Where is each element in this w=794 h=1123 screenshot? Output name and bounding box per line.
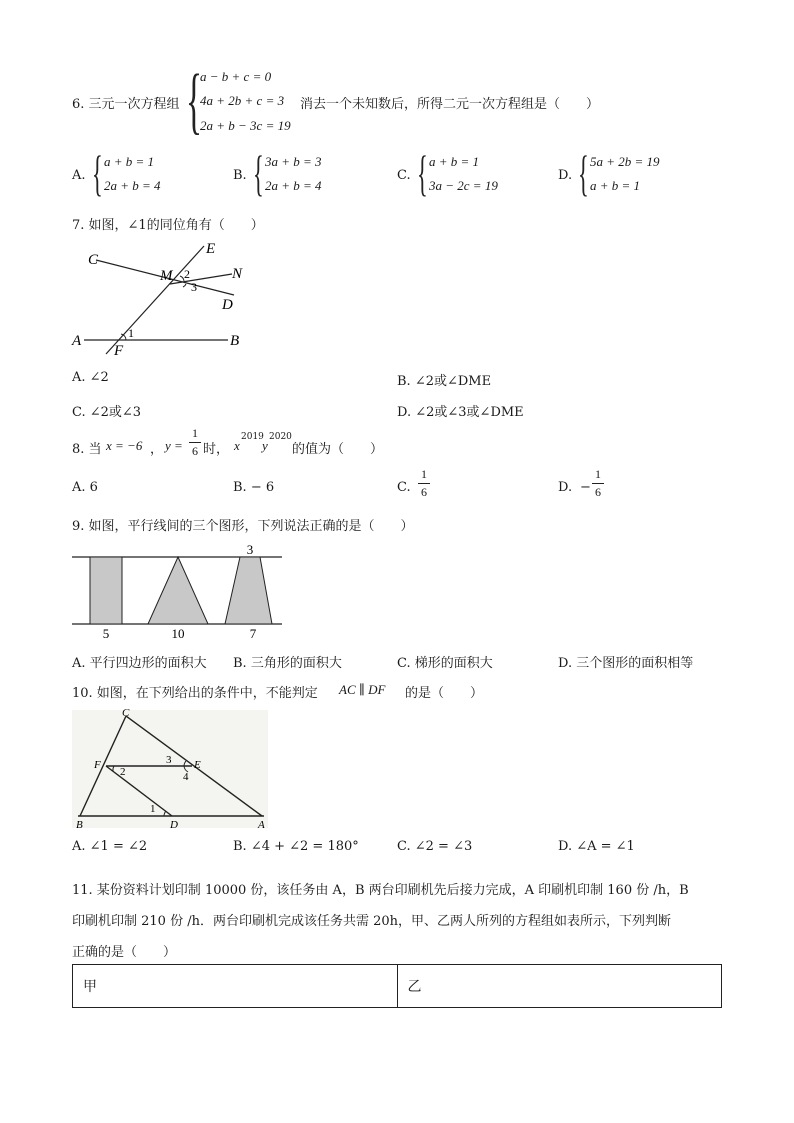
- q7-label-d: D: [222, 297, 233, 313]
- q8-option-d-num: 1: [595, 467, 601, 481]
- q7-label-angle-3: 3: [191, 280, 197, 294]
- q6-option-d-eq-2: a + b = 1: [590, 178, 641, 193]
- q10-option-c[interactable]: C. ∠2 = ∠3: [397, 839, 473, 854]
- q6-option-a-eq-2: 2a + b = 4: [104, 178, 161, 193]
- q6-option-d-label: D.: [558, 168, 573, 183]
- q8-expr-x-exp: 2019: [241, 432, 264, 442]
- q8-option-d-den: 6: [595, 485, 601, 499]
- q10-label-b: B: [76, 819, 83, 831]
- q8-expr-x: x: [234, 438, 240, 453]
- q10-label-f: F: [94, 759, 101, 771]
- q9-label-10: 10: [171, 626, 185, 641]
- q8-expr-y: y: [262, 438, 268, 453]
- q10-label-angle-4: 4: [183, 771, 189, 783]
- q10-stem-suffix: 的是（ ）: [405, 686, 484, 701]
- q10-label-d: D: [170, 819, 178, 831]
- q7-label-a: A: [72, 333, 82, 349]
- q11-line-1: 11. 某份资料计划印制 10000 份，该任务由 A，B 两台印刷机先后接力完成，A 印刷机印制 160 份 /h，B: [72, 883, 689, 898]
- q6-option-a-brace: {: [92, 145, 103, 201]
- q7-label-b: B: [230, 333, 240, 349]
- q9-label-7: 7: [249, 626, 257, 641]
- q11-table: [72, 964, 722, 1008]
- q9-option-c[interactable]: C. 梯形的面积大: [397, 656, 493, 671]
- q9-label-5: 5: [102, 626, 110, 641]
- q10-option-b[interactable]: B. ∠4 + ∠2 = 180°: [233, 839, 359, 854]
- q6-system-eq-1: a − b + c = 0: [200, 69, 272, 84]
- q7-option-c[interactable]: C. ∠2或∠3: [72, 405, 142, 420]
- q7-figure: [68, 238, 258, 360]
- q6-option-b-eq-2: 2a + b = 4: [265, 178, 322, 193]
- q6-option-a-label: A.: [72, 168, 86, 183]
- q7-label-angle-2: 2: [184, 267, 190, 281]
- q6-option-b-brace: {: [253, 145, 264, 201]
- q9-triangle: [148, 557, 208, 624]
- q10-option-d[interactable]: D. ∠A = ∠1: [558, 839, 635, 854]
- q7-label-m: M: [160, 268, 173, 284]
- q6-option-c-label: C.: [397, 168, 411, 183]
- q6-option-d-eq-1: 5a + 2b = 19: [590, 154, 660, 169]
- q8-cond-x: x = −6: [106, 438, 143, 453]
- q10-label-a: A: [258, 819, 265, 831]
- q10-relation: AC ∥ DF: [339, 682, 386, 697]
- q7-line-ef: [106, 246, 204, 354]
- q7-label-n: N: [232, 266, 243, 282]
- q6-system-eq-3: 2a + b − 3c = 19: [200, 118, 291, 133]
- q6-system-brace: {: [186, 60, 202, 142]
- q6-option-c-eq-1: a + b = 1: [429, 154, 480, 169]
- q8-mid: 时，: [203, 442, 230, 457]
- q8-cond-frac-bar: [189, 442, 201, 443]
- q11-line-3: 正确的是（ ）: [72, 945, 177, 960]
- q6-system-eq-2: 4a + 2b + c = 3: [200, 93, 285, 108]
- q10-label-angle-1: 1: [150, 803, 156, 815]
- q6-stem-suffix: 消去一个未知数后，所得二元一次方程组是（ ）: [300, 97, 600, 112]
- q10-option-a[interactable]: A. ∠1 = ∠2: [72, 839, 148, 854]
- q8-prefix: 8. 当: [72, 442, 102, 457]
- q6-option-c-brace: {: [417, 145, 428, 201]
- q10-label-angle-3: 3: [166, 754, 172, 766]
- q9-figure: [70, 540, 290, 642]
- q8-option-c-num: 1: [421, 467, 427, 481]
- q10-label-c: C: [122, 708, 130, 719]
- q9-option-b[interactable]: B. 三角形的面积大: [233, 656, 342, 671]
- q8-option-b[interactable]: B. − 6: [233, 480, 275, 495]
- q7-label-e: E: [206, 241, 216, 257]
- q9-label-top-3: 3: [246, 542, 254, 557]
- q7-option-a[interactable]: A. ∠2: [72, 370, 109, 385]
- q8-option-c-label: C.: [397, 480, 411, 495]
- q11-table-cell-jia: 甲: [73, 965, 398, 1008]
- q8-expr-y-exp: 2020: [269, 432, 292, 442]
- q7-label-c: C: [88, 252, 99, 268]
- q8-option-d-label: D.: [558, 480, 573, 495]
- q7-option-b[interactable]: B. ∠2或∠DME: [397, 374, 492, 389]
- q11-table-cell-yi: 乙: [397, 965, 722, 1008]
- q6-stem-prefix: 6. 三元一次方程组: [72, 97, 180, 112]
- q9-option-d[interactable]: D. 三个图形的面积相等: [558, 656, 694, 671]
- q6-option-b-label: B.: [233, 168, 247, 183]
- q8-cond-y: y =: [165, 438, 183, 453]
- q11-line-2: 印刷机印制 210 份 /h．两台印刷机完成该任务共需 20h，甲、乙两人所列的方程组如表所示，下列判断: [72, 914, 672, 929]
- q8-cond-fraction: [189, 426, 201, 459]
- q8-option-c-bar: [418, 483, 430, 484]
- q7-label-angle-1: 1: [128, 326, 134, 340]
- q6-option-d-brace: {: [578, 145, 589, 201]
- q7-stem: 7. 如图，∠1的同位角有（ ）: [72, 218, 264, 233]
- q7-label-f: F: [114, 343, 124, 359]
- q10-label-angle-2: 2: [120, 766, 126, 778]
- q8-cond-frac-num: 1: [192, 426, 198, 440]
- q8-option-c-den: 6: [421, 485, 427, 499]
- q8-option-c-fraction: [418, 467, 430, 500]
- q8-option-d-sign: −: [580, 480, 591, 495]
- q8-cond-frac-den: 6: [192, 444, 198, 458]
- q8-suffix: 的值为（ ）: [292, 442, 384, 457]
- q9-trapezoid: [225, 557, 272, 624]
- q8-option-d-bar: [592, 483, 604, 484]
- q8-option-d-fraction: [592, 467, 604, 500]
- q10-label-e: E: [194, 759, 201, 771]
- q10-figure: [70, 708, 270, 832]
- q9-stem: 9. 如图，平行线间的三个图形，下列说法正确的是（ ）: [72, 519, 414, 534]
- q7-line-mn: [170, 274, 232, 284]
- q9-parallelogram: [90, 557, 122, 624]
- q8-sep: ，: [150, 442, 164, 457]
- table-row: [73, 965, 722, 1008]
- q6-option-b-eq-1: 3a + b = 3: [265, 154, 322, 169]
- q8-option-a[interactable]: A. 6: [72, 480, 98, 495]
- q7-arc-3: [183, 284, 186, 287]
- q10-stem-prefix: 10. 如图，在下列给出的条件中，不能判定: [72, 686, 318, 701]
- q6-option-c-eq-2: 3a − 2c = 19: [429, 178, 498, 193]
- q9-option-a[interactable]: A. 平行四边形的面积大: [72, 656, 207, 671]
- q6-option-a-eq-1: a + b = 1: [104, 154, 155, 169]
- q7-option-d[interactable]: D. ∠2或∠3或∠DME: [397, 405, 524, 420]
